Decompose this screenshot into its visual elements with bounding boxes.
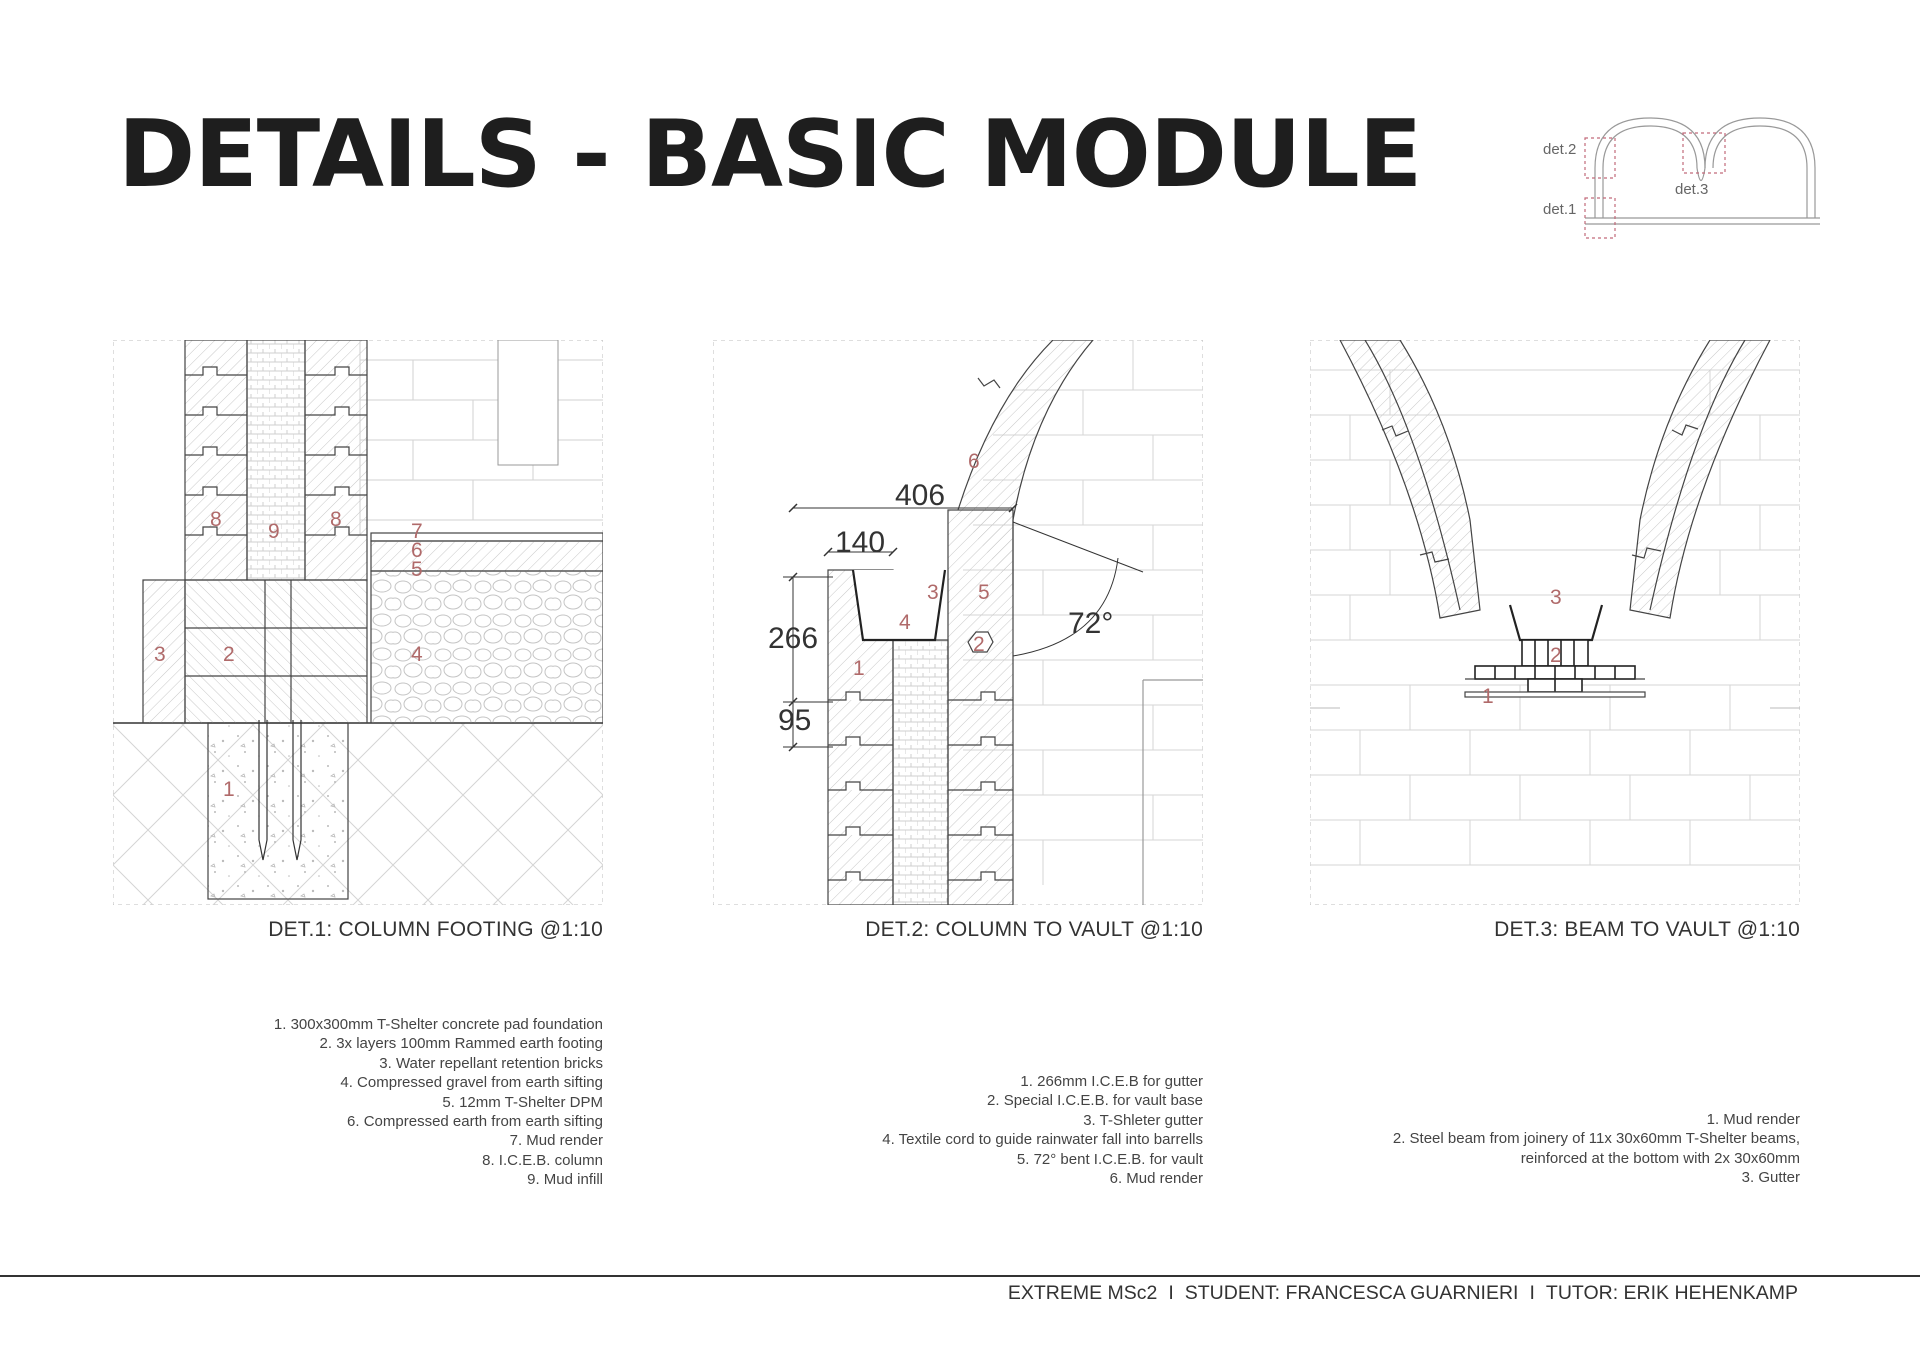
footer-separator: I	[1168, 1282, 1174, 1304]
det1-legend-item: 3. Water repellant retention bricks	[379, 1054, 603, 1072]
det1-caption: DET.1: COLUMN FOOTING @1:10	[268, 918, 603, 941]
det1-legend-item: 7. Mud render	[509, 1132, 603, 1150]
det3-mark-1: 1	[1482, 685, 1494, 708]
det1-legend-item: 9. Mud infill	[527, 1171, 603, 1189]
det3-mark-3: 3	[1550, 586, 1562, 609]
footer-tutor: TUTOR: ERIK HEHENKAMP	[1545, 1282, 1798, 1304]
det2-dim-266: 266	[768, 622, 819, 655]
det3-legend-item: 2. Steel beam from joinery of 11x 30x60mm T-Shelter beams,	[1392, 1130, 1800, 1148]
det2-mark-1: 1	[853, 657, 865, 680]
det1-legend-item: 5. 12mm T-Shelter DPM	[442, 1093, 603, 1111]
det1-mark-6: 6	[411, 539, 423, 562]
det1-mark-1: 1	[223, 778, 235, 801]
det2-legend	[683, 1072, 1203, 1188]
det1-drawing	[113, 340, 603, 905]
det1-legend-item: 2. 3x layers 100mm Rammed earth footing	[319, 1035, 603, 1053]
det2-caption: DET.2: COLUMN TO VAULT @1:10	[865, 918, 1203, 941]
footer-separator: I	[1529, 1282, 1535, 1304]
det3-mark-2: 2	[1550, 644, 1562, 667]
det2-legend-item: 1. 266mm I.C.E.B for gutter	[1020, 1073, 1203, 1090]
det2-legend-item: 5. 72° bent I.C.E.B. for vault	[1016, 1150, 1203, 1168]
det3-legend-item: reinforced at the bottom with 2x 30x60mm	[1520, 1149, 1800, 1167]
det2-dim-95: 95	[778, 704, 812, 737]
det2-drawing	[713, 340, 1203, 905]
det1-mark-4: 4	[411, 643, 423, 666]
keyplan-label-det2: det.2	[1543, 141, 1577, 158]
page-title: DETAILS - BASIC MODULE	[118, 100, 1422, 208]
det1-mark-8b: 8	[330, 508, 342, 531]
footer-course: EXTREME MSc2	[1007, 1282, 1158, 1304]
det2-legend-item: 3. T-Shleter gutter	[1083, 1111, 1203, 1129]
det2-dim-406: 406	[895, 479, 946, 512]
det1-legend	[83, 1015, 603, 1190]
det2-mark-2: 2	[973, 633, 985, 656]
det1-legend-item: 4. Compressed gravel from earth sifting	[340, 1074, 603, 1092]
det2-mark-5: 5	[978, 581, 990, 604]
det1-mark-5: 5	[411, 558, 423, 581]
det1-mark-3: 3	[154, 643, 166, 666]
det3-caption: DET.3: BEAM TO VAULT @1:10	[1494, 918, 1800, 941]
keyplan-label-det1: det.1	[1543, 201, 1577, 218]
det1-legend-item: 8. I.C.E.B. column	[482, 1151, 603, 1169]
det1-legend-item: 1. 300x300mm T-Shelter concrete pad foundation	[273, 1016, 603, 1033]
keyplan-label-det3: det.3	[1675, 181, 1709, 198]
det1-mark-7: 7	[411, 520, 423, 543]
det2-dim-140: 140	[835, 526, 886, 559]
det3-legend	[1280, 1110, 1800, 1188]
det2-legend-item: 4. Textile cord to guide rainwater fall into barrells	[882, 1131, 1203, 1149]
det1-mark-8a: 8	[210, 508, 222, 531]
det3-drawing	[1310, 340, 1800, 905]
det1-legend-item: 6. Compressed earth from earth sifting	[347, 1113, 603, 1131]
det2-dim-angle: 72°	[1068, 607, 1114, 640]
footer-student: STUDENT: FRANCESCA GUARNIERI	[1184, 1282, 1519, 1304]
det3-legend-item: 1. Mud render	[1706, 1111, 1800, 1128]
det1-mark-9: 9	[268, 520, 280, 543]
det3-legend-item: 3. Gutter	[1741, 1169, 1800, 1187]
det2-legend-item: 2. Special I.C.E.B. for vault base	[987, 1092, 1203, 1110]
det2-mark-3: 3	[927, 581, 939, 604]
footer-rule	[0, 1275, 1920, 1277]
det2-mark-4: 4	[899, 611, 911, 634]
footer-credits	[1008, 1282, 1798, 1305]
key-plan	[1535, 108, 1825, 243]
det2-legend-item: 6. Mud render	[1109, 1170, 1203, 1188]
det1-mark-2: 2	[223, 643, 235, 666]
det2-mark-6: 6	[968, 450, 980, 473]
